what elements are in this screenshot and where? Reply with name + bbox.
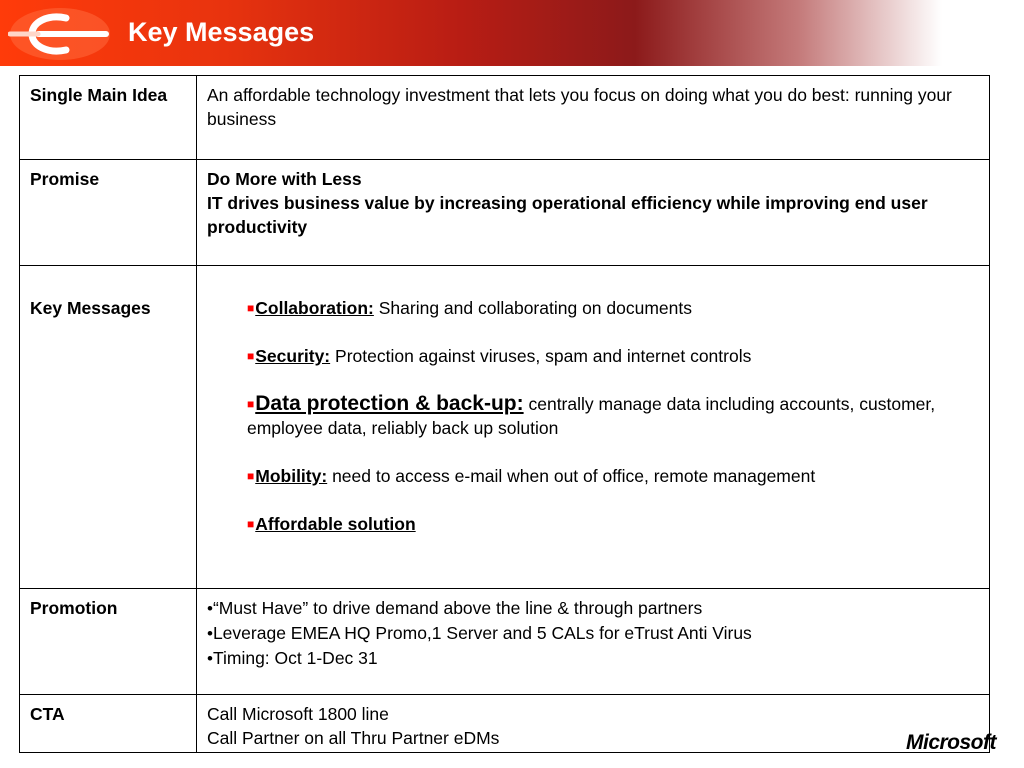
list-item <box>207 646 979 671</box>
list-item <box>247 512 969 536</box>
table-row <box>20 160 990 266</box>
table-row <box>20 76 990 160</box>
microsoft-logo: Microsoft <box>906 731 996 754</box>
cta-cell <box>197 695 990 753</box>
red-square-bullet-icon: ■ <box>247 469 255 483</box>
row-label-single-main-idea: Single Main Idea <box>20 76 197 160</box>
promotion-bullet-text: “Must Have” to drive demand above the line & through partners <box>212 598 703 618</box>
key-message-keyword: Data protection & back-up: <box>255 392 524 415</box>
list-item <box>247 296 969 320</box>
row-label-promotion: Promotion <box>20 589 197 695</box>
list-item <box>247 464 969 488</box>
promise-cell <box>197 160 990 266</box>
key-message-keyword: Affordable solution <box>255 514 416 534</box>
bullet-dot-icon: • <box>207 599 213 618</box>
promise-statement: IT drives business value by increasing operational efficiency while improving end user productivity <box>207 193 928 237</box>
key-message-text: Sharing and collaborating on documents <box>378 298 692 318</box>
table-row <box>20 589 990 695</box>
table-row <box>20 266 990 589</box>
key-message-keyword: Collaboration: <box>255 298 374 318</box>
list-item <box>207 596 979 621</box>
table-row <box>20 695 990 753</box>
list-item <box>247 392 969 440</box>
list-item <box>247 344 969 368</box>
key-message-text: centrally manage data including accounts, customer, employee data, reliably back up solution <box>247 394 936 438</box>
key-message-text: need to access e-mail when out of office, remote management <box>332 466 816 486</box>
red-square-bullet-icon: ■ <box>247 301 255 315</box>
key-message-keyword: Mobility: <box>255 466 328 486</box>
key-messages-cell <box>197 266 990 589</box>
promise-headline: Do More with Less <box>207 169 362 189</box>
red-square-bullet-icon: ■ <box>247 397 255 411</box>
red-arrow-c-logo-icon <box>8 6 112 62</box>
cta-line: Call Microsoft 1800 line <box>207 704 389 724</box>
promotion-cell <box>197 589 990 695</box>
key-message-keyword: Security: <box>255 346 331 366</box>
key-messages-table <box>19 75 990 753</box>
single-main-idea-text: An affordable technology investment that lets you focus on doing what you do best: running your business <box>197 76 990 160</box>
cta-line: Call Partner on all Thru Partner eDMs <box>207 728 500 748</box>
red-square-bullet-icon: ■ <box>247 517 255 531</box>
promotion-bullet-text: Timing: Oct 1-Dec 31 <box>212 648 378 668</box>
red-square-bullet-icon: ■ <box>247 349 255 363</box>
row-label-promise: Promise <box>20 160 197 266</box>
key-message-text: Protection against viruses, spam and internet controls <box>335 346 752 366</box>
bullet-dot-icon: • <box>207 649 213 668</box>
row-label-cta: CTA <box>20 695 197 753</box>
promotion-bullet-text: Leverage EMEA HQ Promo,1 Server and 5 CALs for eTrust Anti Virus <box>212 623 752 643</box>
bullet-dot-icon: • <box>207 624 213 643</box>
page-title: Key Messages <box>128 17 315 47</box>
header-banner <box>0 0 1024 66</box>
row-label-key-messages: Key Messages <box>20 266 197 589</box>
list-item <box>207 621 979 646</box>
